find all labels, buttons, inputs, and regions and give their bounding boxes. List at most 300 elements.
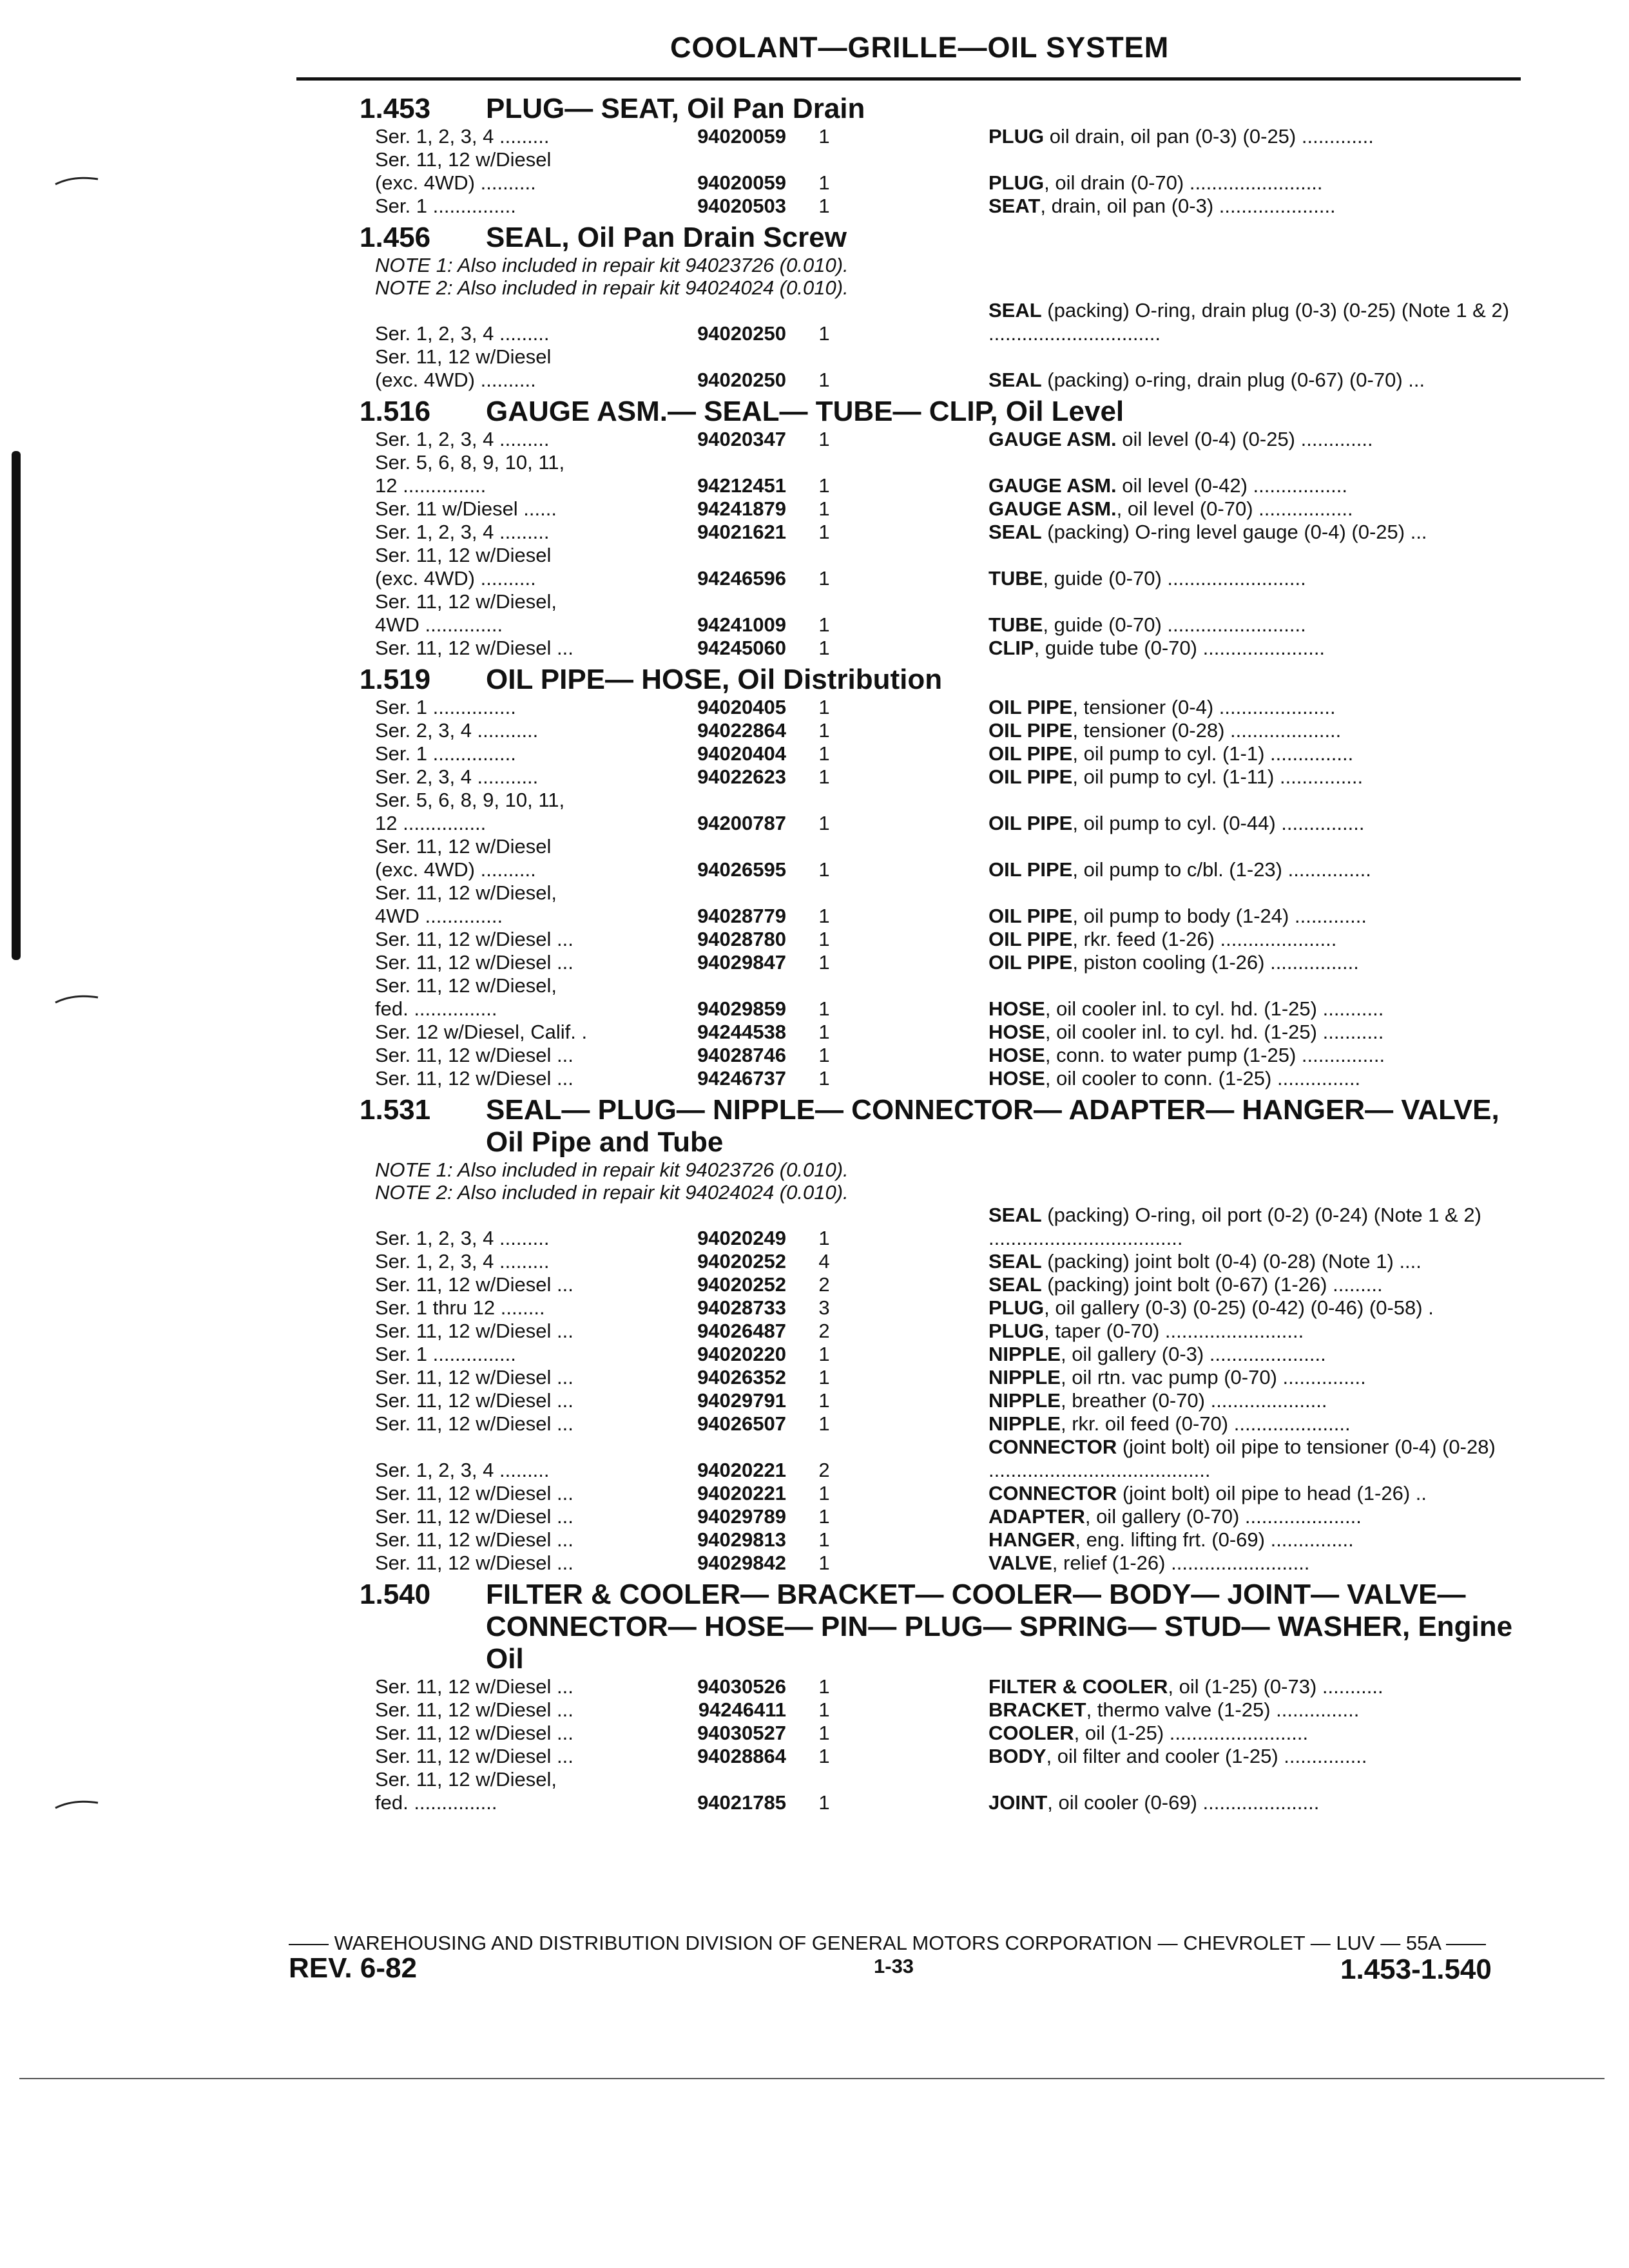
- part-description: [843, 858, 1526, 881]
- part-number: 94026352: [697, 1366, 786, 1389]
- part-number: 94020405: [697, 696, 786, 718]
- part-description: [843, 1204, 1526, 1250]
- part-row: [360, 696, 1526, 719]
- part-detail: (joint bolt) oil pipe to head (1-26) ..: [1117, 1482, 1427, 1504]
- part-detail: , oil drain (0-70) ........................: [1044, 171, 1323, 194]
- application-cell: Ser. 11, 12 w/Diesel ...: [375, 1722, 574, 1744]
- quantity: 1: [818, 1412, 830, 1435]
- part-name: COOLER: [988, 1722, 1074, 1744]
- part-row: [360, 742, 1526, 765]
- part-detail: , relief (1-26) .........................: [1052, 1552, 1310, 1574]
- part-detail: , oil pump to cyl. (0-44) ...............: [1072, 812, 1365, 834]
- part-number: 94200787: [697, 812, 786, 834]
- part-detail: , drain, oil pan (0-3) .....................: [1040, 195, 1336, 217]
- part-row: [360, 1412, 1526, 1436]
- application-cell: Ser. 2, 3, 4 ...........: [375, 765, 539, 788]
- part-name: HOSE: [988, 1067, 1045, 1090]
- parts-section: [360, 1579, 1526, 1814]
- part-number: 94246596: [697, 567, 786, 590]
- part-number: 94029842: [697, 1552, 786, 1574]
- parts-section: [360, 1094, 1526, 1575]
- section-number: 1.540: [360, 1579, 431, 1610]
- part-detail: , oil cooler inl. to cyl. hd. (1-25) ...........: [1045, 997, 1384, 1020]
- footer-division-line: —— WAREHOUSING AND DISTRIBUTION DIVISION OF GENERAL MOTORS CORPORATION — CHEVROLET — LUV — 55A ——: [289, 1932, 1486, 1954]
- part-number: 94212451: [697, 474, 786, 497]
- application-cell: Ser. 11, 12 w/Diesel, 4WD ..............: [375, 881, 557, 927]
- part-row: [360, 590, 1526, 637]
- parts-section: [360, 396, 1526, 660]
- part-number: 94022864: [697, 719, 786, 742]
- part-row: [360, 951, 1526, 974]
- part-name: OIL PIPE: [988, 719, 1073, 742]
- quantity: 1: [818, 1698, 830, 1721]
- part-name: TUBE: [988, 567, 1043, 590]
- part-description: [843, 299, 1526, 345]
- part-number: 94246411: [698, 1698, 786, 1721]
- part-detail: , oil gallery (0-70) .....................: [1084, 1505, 1362, 1528]
- part-detail: , piston cooling (1-26) ................: [1072, 951, 1359, 974]
- part-detail: , conn. to water pump (1-25) ...............: [1045, 1044, 1385, 1066]
- part-description: [843, 1698, 1526, 1722]
- part-row: [360, 974, 1526, 1021]
- application-cell: Ser. 1, 2, 3, 4 .........: [375, 125, 550, 148]
- part-number: 94028733: [697, 1296, 786, 1319]
- part-detail: , tensioner (0-4) .....................: [1072, 696, 1336, 718]
- application-cell: Ser. 11, 12 w/Diesel ...: [375, 637, 574, 659]
- part-number: 94020250: [697, 369, 786, 391]
- part-description: [843, 719, 1526, 742]
- quantity: 1: [818, 567, 830, 590]
- section-number: 1.453: [360, 93, 431, 124]
- application-cell: Ser. 11, 12 w/Diesel, 4WD ..............: [375, 590, 557, 636]
- application-cell: Ser. 11, 12 w/Diesel ...: [375, 1320, 574, 1342]
- part-description: [843, 928, 1526, 951]
- part-name: SEAT: [988, 195, 1041, 217]
- part-detail: oil level (0-42) .................: [1116, 474, 1347, 497]
- application-cell: Ser. 11, 12 w/Diesel ...: [375, 1745, 574, 1767]
- part-name: JOINT: [988, 1791, 1048, 1814]
- scan-mark: [54, 1798, 99, 1811]
- part-row: [360, 1698, 1526, 1722]
- part-detail: , oil pump to cyl. (1-1) ...............: [1072, 742, 1354, 765]
- part-description: [843, 1389, 1526, 1412]
- quantity: 1: [818, 1366, 830, 1389]
- section-number: 1.519: [360, 664, 431, 695]
- quantity: 1: [818, 195, 830, 217]
- application-cell: Ser. 11, 12 w/Diesel ...: [375, 1675, 574, 1698]
- part-row: [360, 1343, 1526, 1366]
- section-note: NOTE 1: Also included in repair kit 94023726 (0.010).: [375, 1158, 849, 1181]
- quantity: 1: [818, 928, 830, 950]
- part-detail: , oil pump to cyl. (1-11) ...............: [1072, 765, 1364, 788]
- part-detail: , rkr. oil feed (0-70) .....................: [1060, 1412, 1351, 1435]
- part-name: GAUGE ASM.: [988, 428, 1117, 450]
- part-name: PLUG: [988, 171, 1045, 194]
- part-name: SEAL: [988, 369, 1042, 391]
- part-name: OIL PIPE: [988, 905, 1073, 927]
- parts-section: [360, 222, 1526, 392]
- part-detail: , oil (1-25) .........................: [1074, 1722, 1309, 1744]
- part-name: FILTER & COOLER: [988, 1675, 1168, 1698]
- part-name: ADAPTER: [988, 1505, 1085, 1528]
- part-description: [843, 521, 1526, 544]
- scan-mark: [54, 992, 99, 1005]
- part-row: [360, 1505, 1526, 1528]
- part-detail: , oil pump to c/bl. (1-23) ...............: [1072, 858, 1371, 881]
- application-cell: Ser. 11, 12 w/Diesel ...: [375, 1273, 574, 1296]
- quantity: 1: [818, 765, 830, 788]
- section-title: PLUG— SEAT, Oil Pan Drain: [486, 93, 865, 124]
- application-cell: Ser. 11, 12 w/Diesel (exc. 4WD) ..........: [375, 345, 552, 391]
- part-detail: , thermo valve (1-25) ...............: [1086, 1698, 1360, 1721]
- part-row: [360, 637, 1526, 660]
- part-row: [360, 1021, 1526, 1044]
- quantity: 1: [818, 905, 830, 927]
- quantity: 1: [818, 428, 830, 450]
- part-number: 94020252: [697, 1273, 786, 1296]
- application-cell: Ser. 1 thru 12 ........: [375, 1296, 545, 1319]
- part-description: [843, 195, 1526, 218]
- application-cell: Ser. 11, 12 w/Diesel ...: [375, 951, 574, 974]
- part-number: 94020347: [697, 428, 786, 450]
- quantity: 1: [818, 696, 830, 718]
- quantity: 1: [818, 1389, 830, 1412]
- part-name: VALVE: [988, 1552, 1052, 1574]
- part-detail: (packing) O-ring, oil port (0-2) (0-24) (Note 1 & 2) ...................................: [988, 1204, 1481, 1249]
- part-name: OIL PIPE: [988, 765, 1073, 788]
- part-row: [360, 1528, 1526, 1552]
- section-title: FILTER & COOLER— BRACKET— COOLER— BODY— JOINT— VALVE— CONNECTOR— HOSE— PIN— PLUG— SPRING— STUD— WASHER, Engine Oil: [486, 1579, 1513, 1675]
- part-row: [360, 1204, 1526, 1250]
- part-name: SEAL: [988, 1250, 1042, 1273]
- section-title: SEAL— PLUG— NIPPLE— CONNECTOR— ADAPTER— HANGER— VALVE, Oil Pipe and Tube: [486, 1094, 1499, 1158]
- quantity: 4: [818, 1250, 830, 1273]
- part-row: [360, 1366, 1526, 1389]
- part-description: [843, 1528, 1526, 1552]
- part-name: OIL PIPE: [988, 696, 1073, 718]
- application-cell: Ser. 1 ...............: [375, 195, 516, 217]
- section-title: OIL PIPE— HOSE, Oil Distribution: [486, 664, 943, 695]
- part-detail: (packing) O-ring, drain plug (0-3) (0-25) (Note 1 & 2) ...............................: [988, 299, 1510, 345]
- part-number: 94026487: [697, 1320, 786, 1342]
- application-cell: Ser. 11, 12 w/Diesel ...: [375, 1552, 574, 1574]
- part-description: [843, 171, 1526, 195]
- part-row: [360, 195, 1526, 218]
- quantity: 1: [818, 1745, 830, 1767]
- part-name: NIPPLE: [988, 1412, 1061, 1435]
- application-cell: Ser. 1, 2, 3, 4 .........: [375, 428, 550, 450]
- part-description: [843, 637, 1526, 660]
- part-number: 94020503: [697, 195, 786, 217]
- part-description: [843, 1044, 1526, 1067]
- quantity: 1: [818, 637, 830, 659]
- part-name: BODY: [988, 1745, 1046, 1767]
- quantity: 1: [818, 521, 830, 543]
- part-row: [360, 345, 1526, 392]
- part-description: [843, 765, 1526, 789]
- part-number: 94020404: [697, 742, 786, 765]
- part-row: [360, 544, 1526, 590]
- part-description: [843, 997, 1526, 1021]
- application-cell: Ser. 1 ...............: [375, 742, 516, 765]
- application-cell: Ser. 11, 12 w/Diesel (exc. 4WD) ..........: [375, 544, 552, 590]
- part-number: 94030527: [697, 1722, 786, 1744]
- part-row: [360, 1250, 1526, 1273]
- application-cell: Ser. 5, 6, 8, 9, 10, 11, 12 ...............: [375, 451, 565, 497]
- part-description: [843, 1366, 1526, 1389]
- application-cell: Ser. 11, 12 w/Diesel, fed. ...............: [375, 974, 557, 1020]
- part-description: [843, 613, 1526, 637]
- part-row: [360, 1552, 1526, 1575]
- part-row: [360, 1482, 1526, 1505]
- part-description: [843, 1412, 1526, 1436]
- part-description: [843, 1436, 1526, 1482]
- part-row: [360, 835, 1526, 881]
- part-row: [360, 1044, 1526, 1067]
- part-detail: , oil cooler to conn. (1-25) ...............: [1045, 1067, 1361, 1090]
- part-detail: oil level (0-4) (0-25) .............: [1116, 428, 1373, 450]
- part-detail: (packing) joint bolt (0-67) (1-26) .........: [1041, 1273, 1383, 1296]
- part-number: 94029859: [697, 997, 786, 1020]
- quantity: 1: [818, 812, 830, 834]
- section-note: NOTE 1: Also included in repair kit 94023726 (0.010).: [375, 254, 849, 276]
- part-number: 94020059: [697, 171, 786, 194]
- part-row: [360, 299, 1526, 345]
- application-cell: Ser. 11, 12 w/Diesel ...: [375, 1412, 574, 1435]
- application-cell: Ser. 5, 6, 8, 9, 10, 11, 12 ...............: [375, 789, 565, 834]
- part-name: HOSE: [988, 1044, 1045, 1066]
- part-number: 94020252: [697, 1250, 786, 1273]
- section-number: 1.516: [360, 396, 431, 427]
- part-detail: , oil level (0-70) .................: [1116, 497, 1353, 520]
- part-number: 94020221: [697, 1482, 786, 1504]
- part-name: PLUG: [988, 1296, 1045, 1319]
- application-cell: Ser. 11, 12 w/Diesel ...: [375, 1528, 574, 1551]
- part-number: 94029791: [697, 1389, 786, 1412]
- part-detail: , rkr. feed (1-26) .....................: [1072, 928, 1337, 950]
- application-cell: Ser. 11, 12 w/Diesel (exc. 4WD) ..........: [375, 148, 552, 194]
- section-note: NOTE 2: Also included in repair kit 94024024 (0.010).: [375, 1181, 849, 1204]
- part-name: OIL PIPE: [988, 812, 1073, 834]
- part-number: 94022623: [697, 765, 786, 788]
- part-name: CONNECTOR: [988, 1436, 1117, 1458]
- part-row: [360, 1768, 1526, 1814]
- part-detail: oil drain, oil pan (0-3) (0-25) .............: [1044, 125, 1374, 148]
- part-description: [843, 1552, 1526, 1575]
- part-description: [843, 369, 1526, 392]
- part-name: BRACKET: [988, 1698, 1086, 1721]
- part-description: [843, 1320, 1526, 1343]
- part-number: 94020220: [697, 1343, 786, 1365]
- part-number: 94026507: [697, 1412, 786, 1435]
- application-cell: Ser. 11, 12 w/Diesel ...: [375, 1044, 574, 1066]
- application-cell: Ser. 1, 2, 3, 4 .........: [375, 1227, 550, 1249]
- part-number: 94020249: [697, 1227, 786, 1249]
- quantity: 2: [818, 1459, 830, 1481]
- quantity: 1: [818, 1227, 830, 1249]
- part-description: [843, 1791, 1526, 1814]
- quantity: 1: [818, 719, 830, 742]
- part-row: [360, 719, 1526, 742]
- quantity: 1: [818, 1505, 830, 1528]
- part-row: [360, 1722, 1526, 1745]
- part-row: [360, 1675, 1526, 1698]
- part-number: 94026595: [697, 858, 786, 881]
- part-number: 94028864: [697, 1745, 786, 1767]
- quantity: 1: [818, 1067, 830, 1090]
- part-name: NIPPLE: [988, 1366, 1061, 1389]
- part-row: [360, 428, 1526, 451]
- part-detail: , taper (0-70) .........................: [1044, 1320, 1304, 1342]
- part-name: OIL PIPE: [988, 928, 1073, 950]
- application-cell: Ser. 1 ...............: [375, 1343, 516, 1365]
- part-row: [360, 451, 1526, 497]
- part-name: HOSE: [988, 1021, 1045, 1043]
- part-detail: (packing) o-ring, drain plug (0-67) (0-70) ...: [1041, 369, 1425, 391]
- part-description: [843, 1021, 1526, 1044]
- part-number: 94029847: [697, 951, 786, 974]
- part-number: 94020250: [697, 322, 786, 345]
- part-number: 94241879: [697, 497, 786, 520]
- part-row: [360, 521, 1526, 544]
- section-heading: [360, 1094, 1526, 1158]
- section-number: 1.456: [360, 222, 431, 253]
- section-heading: [360, 93, 1526, 125]
- part-row: [360, 1745, 1526, 1768]
- quantity: 2: [818, 1273, 830, 1296]
- part-name: GAUGE ASM.: [988, 474, 1117, 497]
- part-detail: , oil pump to body (1-24) .............: [1072, 905, 1367, 927]
- part-number: 94246737: [697, 1067, 786, 1090]
- parts-list: [360, 89, 1526, 1814]
- part-description: [843, 474, 1526, 497]
- application-cell: Ser. 11, 12 w/Diesel ...: [375, 1505, 574, 1528]
- part-description: [843, 742, 1526, 765]
- part-name: OIL PIPE: [988, 951, 1073, 974]
- quantity: 1: [818, 1722, 830, 1744]
- application-cell: Ser. 11, 12 w/Diesel ...: [375, 1698, 574, 1721]
- part-row: [360, 1436, 1526, 1482]
- section-heading: [360, 222, 1526, 254]
- quantity: 1: [818, 997, 830, 1020]
- quantity: 2: [818, 1320, 830, 1342]
- scan-mark: [54, 174, 99, 187]
- application-cell: Ser. 11, 12 w/Diesel ...: [375, 1366, 574, 1389]
- quantity: 1: [818, 369, 830, 391]
- part-number: 94030526: [697, 1675, 786, 1698]
- part-detail: , oil gallery (0-3) (0-25) (0-42) (0-46) (0-58) .: [1044, 1296, 1434, 1319]
- quantity: 1: [818, 1482, 830, 1504]
- part-number: 94029813: [697, 1528, 786, 1551]
- part-description: [843, 1343, 1526, 1366]
- application-cell: Ser. 11, 12 w/Diesel ...: [375, 1482, 574, 1504]
- application-cell: Ser. 1 ...............: [375, 696, 516, 718]
- quantity: 1: [818, 1044, 830, 1066]
- part-description: [843, 567, 1526, 590]
- part-row: [360, 1067, 1526, 1090]
- application-cell: Ser. 11, 12 w/Diesel (exc. 4WD) ..........: [375, 835, 552, 881]
- part-detail: , oil gallery (0-3) .....................: [1060, 1343, 1326, 1365]
- footer-revision: REV. 6-82: [289, 1952, 417, 1984]
- part-name: HANGER: [988, 1528, 1075, 1551]
- part-row: [360, 789, 1526, 835]
- part-row: [360, 1296, 1526, 1320]
- part-description: [843, 497, 1526, 521]
- part-name: CONNECTOR: [988, 1482, 1117, 1504]
- part-detail: , guide (0-70) .........................: [1043, 613, 1306, 636]
- part-detail: , eng. lifting frt. (0-69) ...............: [1075, 1528, 1354, 1551]
- part-number: 94028746: [697, 1044, 786, 1066]
- part-row: [360, 497, 1526, 521]
- part-name: SEAL: [988, 1204, 1042, 1226]
- quantity: 1: [818, 497, 830, 520]
- part-description: [843, 905, 1526, 928]
- part-number: 94029789: [697, 1505, 786, 1528]
- section-heading: [360, 396, 1526, 428]
- part-number: 94021621: [697, 521, 786, 543]
- quantity: 1: [818, 1791, 830, 1814]
- part-description: [843, 1505, 1526, 1528]
- section-heading: [360, 664, 1526, 696]
- part-detail: , breather (0-70) .....................: [1060, 1389, 1327, 1412]
- part-detail: (packing) O-ring level gauge (0-4) (0-25) ...: [1041, 521, 1427, 543]
- part-description: [843, 125, 1526, 148]
- application-cell: Ser. 1, 2, 3, 4 .........: [375, 1459, 550, 1481]
- footer-page-number: 1-33: [874, 1955, 914, 1977]
- part-row: [360, 1320, 1526, 1343]
- part-row: [360, 765, 1526, 789]
- part-number: 94028780: [697, 928, 786, 950]
- part-row: [360, 148, 1526, 195]
- part-detail: , guide tube (0-70) ......................: [1034, 637, 1325, 659]
- part-description: [843, 428, 1526, 451]
- section-title: SEAL, Oil Pan Drain Screw: [486, 222, 847, 253]
- part-detail: , oil rtn. vac pump (0-70) ...............: [1060, 1366, 1366, 1389]
- part-name: PLUG: [988, 1320, 1045, 1342]
- footer-section-range: 1.453-1.540: [1340, 1954, 1492, 1985]
- part-name: HOSE: [988, 997, 1045, 1020]
- quantity: 1: [818, 613, 830, 636]
- binder-edge-mark: [12, 451, 21, 960]
- part-name: SEAL: [988, 299, 1042, 322]
- quantity: 3: [818, 1296, 830, 1319]
- parts-section: [360, 664, 1526, 1090]
- application-cell: Ser. 11, 12 w/Diesel ...: [375, 928, 574, 950]
- section-heading: [360, 1579, 1526, 1675]
- part-name: OIL PIPE: [988, 858, 1073, 881]
- part-detail: , oil cooler (0-69) .....................: [1047, 1791, 1320, 1814]
- part-description: [843, 1296, 1526, 1320]
- part-name: OIL PIPE: [988, 742, 1073, 765]
- part-row: [360, 1273, 1526, 1296]
- part-name: SEAL: [988, 521, 1042, 543]
- part-number: 94020059: [697, 125, 786, 148]
- part-row: [360, 125, 1526, 148]
- application-cell: Ser. 1, 2, 3, 4 .........: [375, 521, 550, 543]
- part-name: SEAL: [988, 1273, 1042, 1296]
- part-detail: , tensioner (0-28) ....................: [1072, 719, 1342, 742]
- section-number: 1.531: [360, 1094, 431, 1126]
- part-number: 94028779: [697, 905, 786, 927]
- part-number: 94021785: [697, 1791, 786, 1814]
- part-name: PLUG: [988, 125, 1045, 148]
- application-cell: Ser. 11, 12 w/Diesel, fed. ...............: [375, 1768, 557, 1814]
- part-number: 94244538: [697, 1021, 786, 1043]
- part-description: [843, 1482, 1526, 1505]
- part-number: 94241009: [697, 613, 786, 636]
- quantity: 1: [818, 951, 830, 974]
- part-name: NIPPLE: [988, 1389, 1061, 1412]
